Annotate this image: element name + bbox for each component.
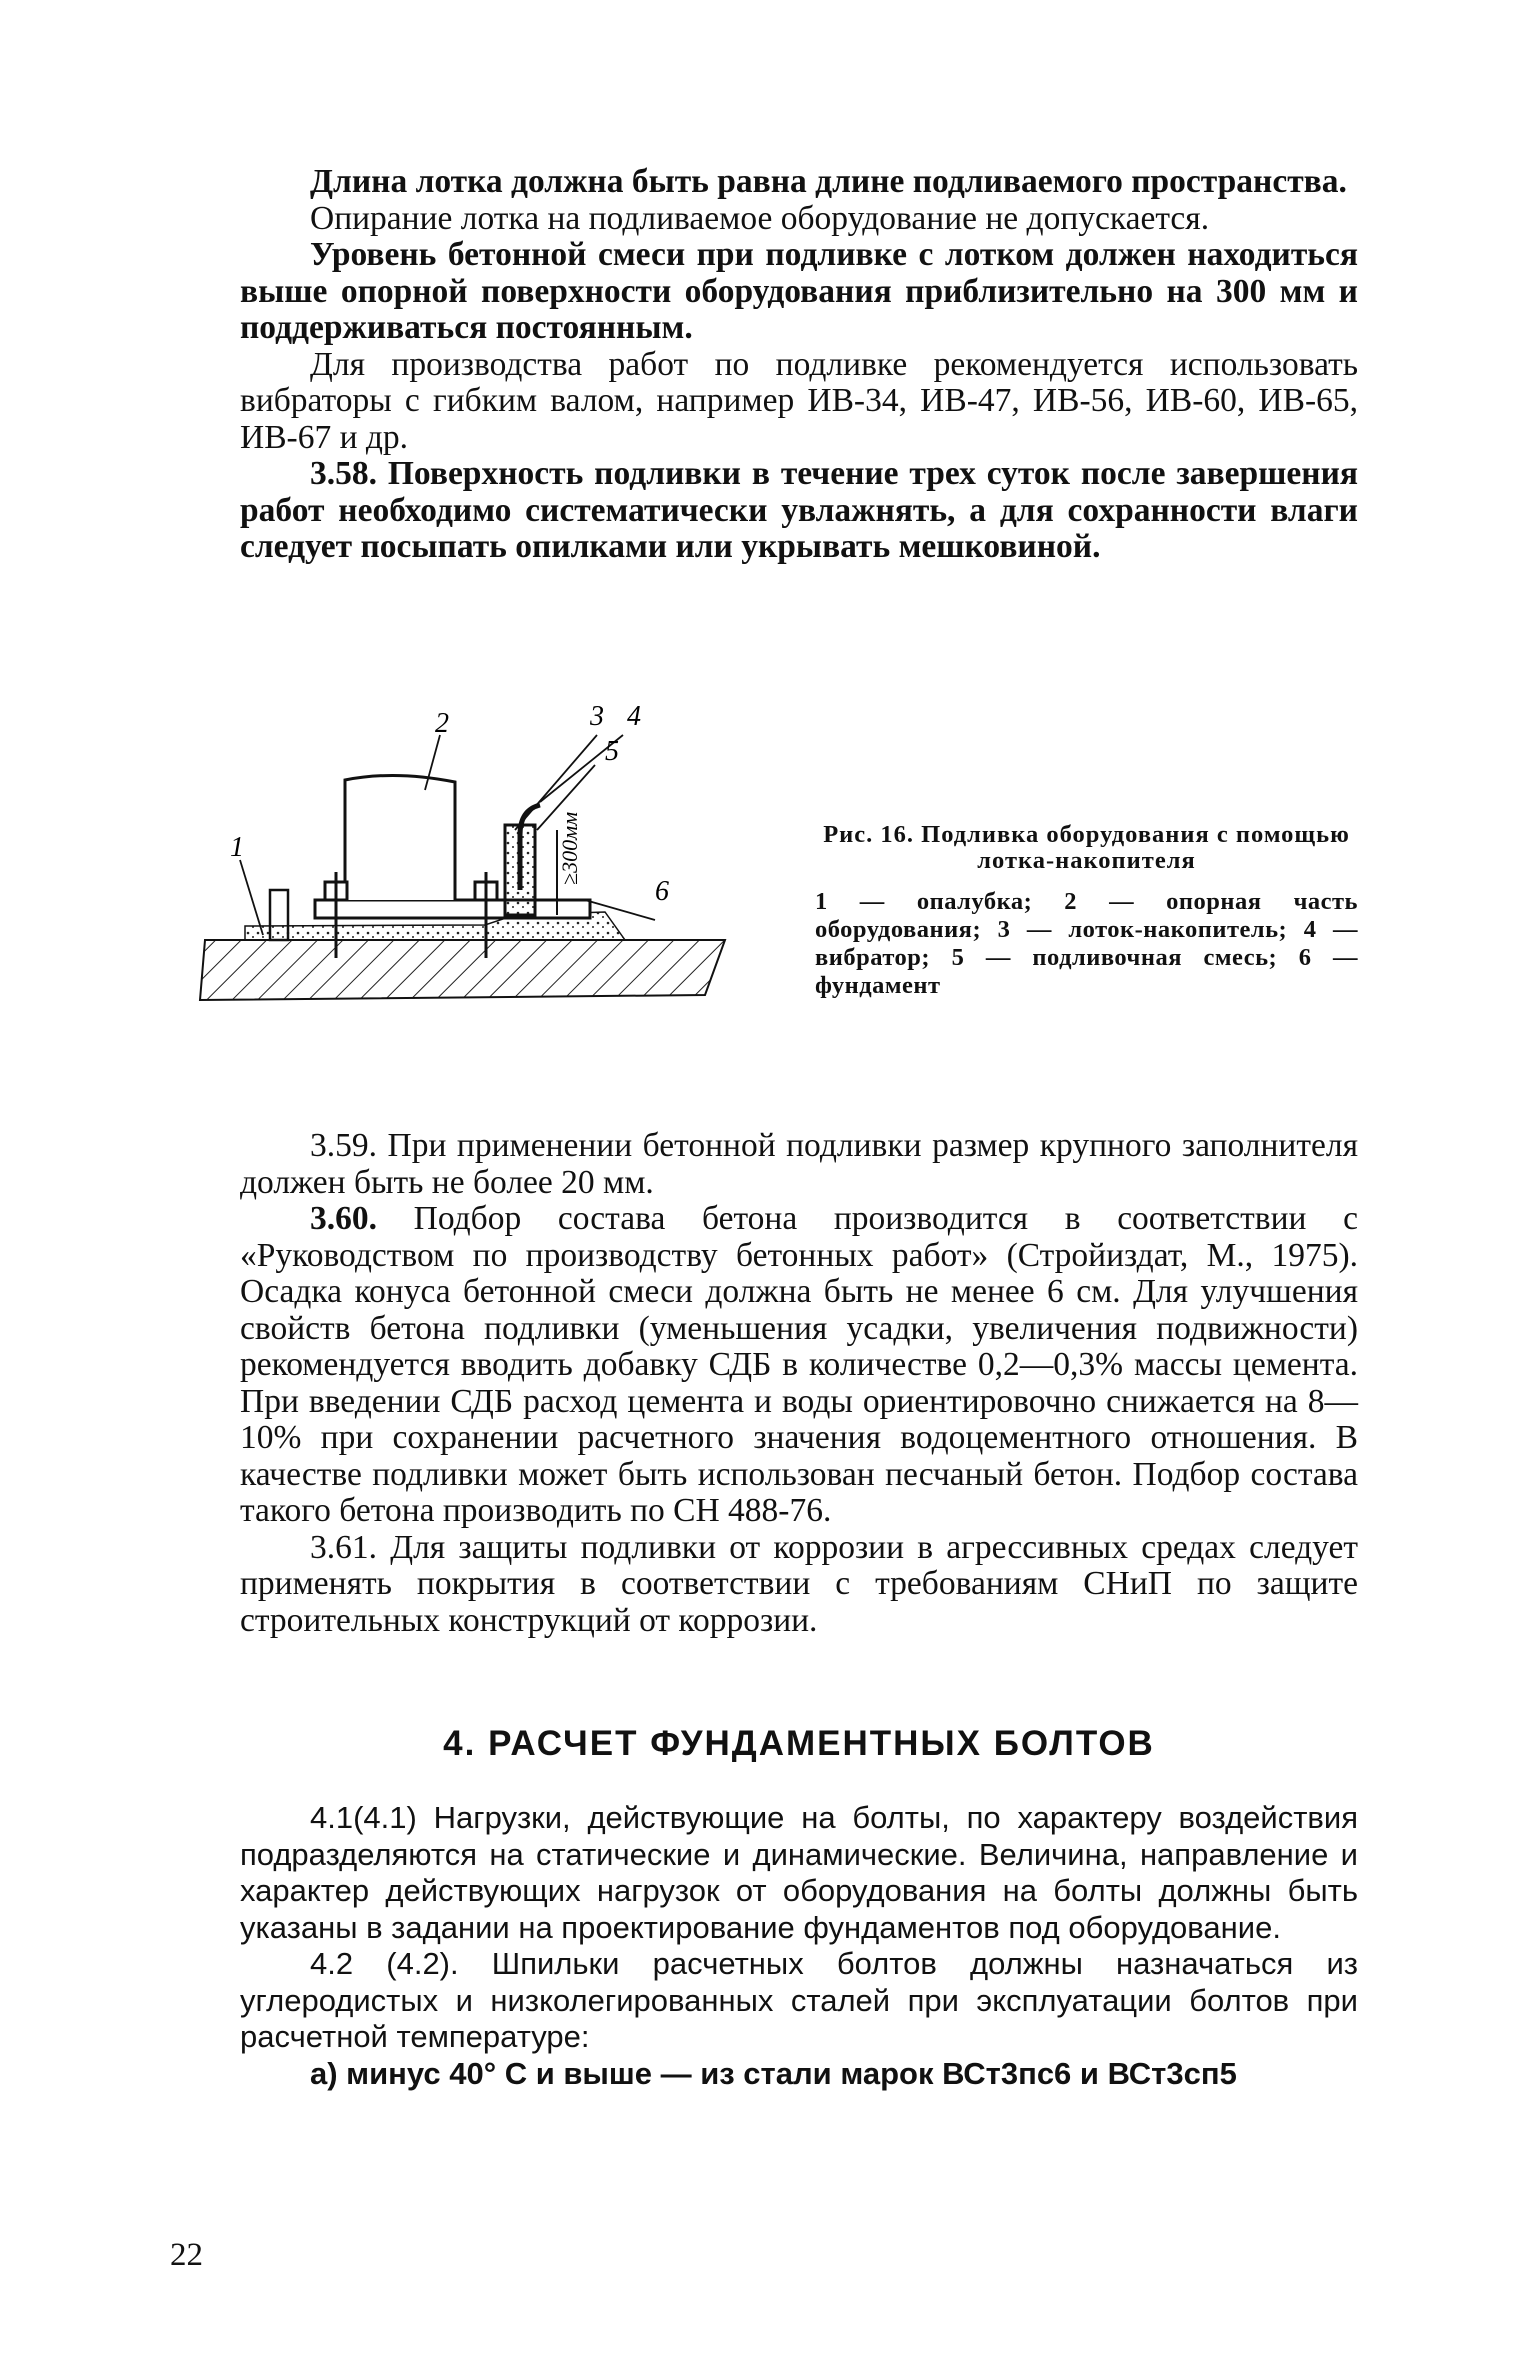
paragraph: 4.1(4.1) Нагрузки, действующие на болты, по характеру воздействия подразделяются на статические и динамические. Величина, направление и характер действующих нагрузок от оборудования на болты должны быть указаны в задании на проектирование фундаментов под оборудование.: [240, 1800, 1358, 1945]
label-4: 4: [627, 701, 641, 732]
label-5: 5: [605, 736, 619, 767]
label-2: 2: [435, 708, 449, 739]
bottom-text-block: [240, 1800, 1358, 2092]
mid-text-block: [240, 1128, 1358, 1639]
paragraph: [240, 1530, 1358, 1640]
label-6: 6: [655, 876, 669, 907]
top-text-block: [240, 164, 1358, 566]
figure-caption: [815, 822, 1358, 1000]
section-heading: 4. РАСЧЕТ ФУНДАМЕНТНЫХ БОЛТОВ: [443, 1724, 1155, 1763]
paragraph: Для производства работ по подливке рекомендуется использовать вибраторы с гибким валом, например ИВ-34, ИВ-47, ИВ-56, ИВ-60, ИВ-65, ИВ-67 и др.: [240, 345, 1358, 456]
clause-text: При применении бетонной подливки размер крупного заполнителя должен быть не более 20 мм.: [240, 1127, 1358, 1201]
foundation: [200, 940, 725, 1000]
clause-number: 3.60.: [310, 1200, 377, 1237]
caption-title: Рис. 16. Подливка оборудования с помощью лотка-накопителя: [823, 821, 1350, 874]
paragraph: Опирание лотка на подливаемое оборудование не допускается.: [310, 199, 1210, 237]
page-number: 22: [170, 2237, 203, 2273]
paragraph: [240, 1201, 1358, 1530]
paragraph: 4.2 (4.2). Шпильки расчетных болтов должны назначаться из углеродистых и низколегированных сталей при эксплуатации болтов при расчетной температуре:: [240, 1946, 1358, 2054]
clause-text: Для защиты подливки от коррозии в агрессивных средах следует применять покрытия в соответствии с требованиям СНиП по защите строительных конструкций от коррозии.: [240, 1528, 1359, 1639]
paragraph: Уровень бетонной смеси при подливке с лотком должен находиться выше опорной поверхности оборудования приблизительно на 300 мм и поддерживаться постоянным.: [240, 236, 1358, 346]
clause-text: Подбор состава бетона производится в соответствии с «Руководством по производству бетонных работ» (Стройиздат, М., 1975). Осадка конуса бетонной смеси должна быть не менее 6 см. Для улучшения свойств бетона подливки (уменьшения усадки, увеличения подвижности) рекомендуется вводить добавку СДБ в количестве 0,2—0,3% массы цемента. При введении СДБ расход цемента и воды ориентировочно снижается на 8—10% при сохранении расчетного значения водоцементного отношения. В качестве подливки может быть использован песчаный бетон. Подбор состава такого бетона производить по СН 488-76.: [240, 1200, 1358, 1529]
figure-16: [185, 690, 745, 1050]
clause-text: Поверхность подливки в течение трех суток после завершения работ необходимо систематически увлажнять, а для сохранности влаги следует посыпать опилками или укрывать мешковиной.: [240, 455, 1358, 565]
clause-number: 3.59.: [310, 1127, 377, 1164]
paragraph: Длина лотка должна быть равна длине подливаемого пространства.: [310, 163, 1347, 200]
paragraph: [240, 456, 1358, 566]
equipment-support: [345, 775, 455, 900]
clause-number: 3.61.: [310, 1528, 377, 1566]
base-plate: [315, 900, 590, 918]
paragraph: [240, 1128, 1358, 1201]
paragraph: а) минус 40° С и выше — из стали марок ВСт3пс6 и ВСт3сп5: [310, 2055, 1237, 2091]
caption-legend: 1 — опалубка; 2 — опорная часть оборудования; 3 — лоток-накопитель; 4 — вибратор; 5 — подливочная смесь; 6 — фундамент: [815, 888, 1358, 999]
label-1: 1: [230, 832, 244, 863]
foundation-diagram: [185, 690, 745, 1050]
dimension-label: ≥300мм: [557, 811, 582, 885]
label-3: 3: [590, 701, 604, 732]
clause-number: 3.58.: [310, 455, 377, 492]
